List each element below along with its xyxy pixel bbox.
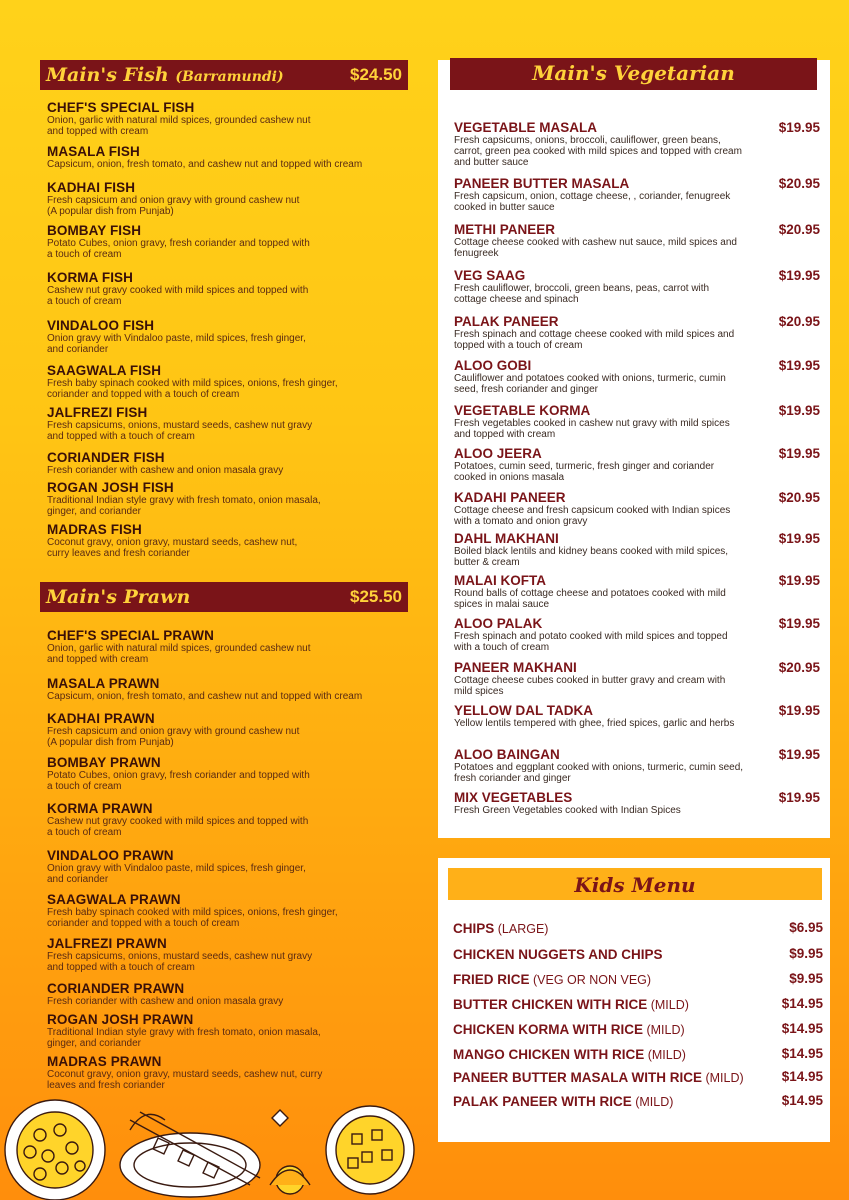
item-description: Coconut gravy, onion gravy, mustard seeds, cashew nut, curry	[47, 1069, 323, 1080]
item-description: Traditional Indian style gravy with fresh tomato, onion masala,	[47, 1027, 321, 1038]
kids-section-title: Kids Menu	[574, 873, 696, 897]
item-description: a touch of cream	[47, 781, 122, 792]
item-name: PANEER BUTTER MASALA	[454, 176, 630, 191]
item-description: Fresh capsicum, onion, cottage cheese, , coriander, fenugreek cooked in butter sauce	[454, 191, 731, 213]
item-note: (MILD)	[702, 1071, 744, 1085]
kids-menu-item	[453, 996, 823, 1014]
item-price: $20.95	[778, 222, 820, 237]
vegetarian-banner	[450, 58, 817, 90]
item-price: $19.95	[778, 446, 820, 461]
kids-menu-item	[453, 946, 823, 964]
item-description: a touch of cream	[47, 249, 122, 260]
item-description: Onion, garlic with natural mild spices, grounded cashew nut	[47, 115, 311, 126]
item-price: $14.95	[781, 1093, 823, 1108]
item-price: $19.95	[778, 268, 820, 283]
item-name: YELLOW DAL TADKA	[454, 703, 593, 718]
item-description: and topped with a touch of cream	[47, 431, 195, 442]
vegetarian-menu-item	[454, 747, 824, 784]
fish-menu-item	[47, 270, 427, 307]
fish-menu-item	[47, 144, 427, 170]
item-price: $20.95	[778, 314, 820, 329]
item-name: CHEF'S SPECIAL FISH	[47, 100, 195, 115]
item-description: Fresh capsicums, onions, mustard seeds, cashew nut gravy	[47, 951, 313, 962]
prawn-section-title: Main's Prawn	[46, 586, 191, 608]
item-name: PANEER BUTTER MASALA WITH RICE	[453, 1070, 702, 1085]
item-description: Fresh baby spinach cooked with mild spices, onions, fresh ginger,	[47, 907, 338, 918]
item-description: ginger, and coriander	[47, 506, 141, 517]
item-description: Capsicum, onion, fresh tomato, and cashew nut and topped with cream	[47, 691, 363, 702]
item-name: CHEF'S SPECIAL PRAWN	[47, 628, 214, 643]
item-description: coriander and topped with a touch of cream	[47, 389, 240, 400]
item-name: ALOO GOBI	[454, 358, 532, 373]
item-price: $19.95	[778, 747, 820, 762]
item-description: Potato Cubes, onion gravy, fresh coriander and topped with	[47, 770, 310, 781]
fish-section-title: Main's Fish (Barramundi)	[46, 64, 284, 86]
prawn-menu-item	[47, 755, 427, 792]
item-name: KORMA PRAWN	[47, 801, 153, 816]
vegetarian-menu-item	[454, 268, 824, 305]
item-note: (LARGE)	[494, 922, 549, 936]
item-description: Yellow lentils tempered with ghee, fried spices, garlic and herbs	[454, 718, 735, 729]
item-description: (A popular dish from Punjab)	[47, 737, 174, 748]
vegetarian-menu-item	[454, 490, 824, 527]
prawn-menu-item	[47, 1012, 427, 1049]
item-description: and coriander	[47, 874, 109, 885]
item-name: PALAK PANEER	[454, 314, 559, 329]
item-name: JALFREZI PRAWN	[47, 936, 167, 951]
item-description: Fresh vegetables cooked in cashew nut gravy with mild spices and topped with cream	[454, 418, 730, 440]
item-name: DAHL MAKHANI	[454, 531, 559, 546]
vegetarian-menu-item	[454, 790, 824, 816]
item-description: Potatoes, cumin seed, turmeric, fresh ginger and coriander cooked in onions masala	[454, 461, 715, 483]
item-description: (A popular dish from Punjab)	[47, 206, 174, 217]
item-description: Onion gravy with Vindaloo paste, mild spices, fresh ginger,	[47, 333, 306, 344]
item-name: MIX VEGETABLES	[454, 790, 573, 805]
item-price: $14.95	[781, 1021, 823, 1036]
item-price: $19.95	[778, 403, 820, 418]
item-name: CORIANDER FISH	[47, 450, 165, 465]
item-note: (VEG OR NON VEG)	[529, 973, 652, 987]
vegetarian-menu-item	[454, 222, 824, 259]
item-description: Fresh cauliflower, broccoli, green beans, peas, carrot with cottage cheese and spinach	[454, 283, 710, 305]
item-description: Cottage cheese cooked with cashew nut sauce, mild spices and fenugreek	[454, 237, 737, 259]
prawn-menu-item	[47, 892, 427, 929]
vegetarian-menu-item	[454, 314, 824, 351]
item-price: $9.95	[789, 971, 823, 986]
item-description: Fresh capsicum and onion gravy with ground cashew nut	[47, 726, 300, 737]
item-price: $19.95	[778, 790, 820, 805]
item-price: $19.95	[778, 573, 820, 588]
fish-menu-item	[47, 405, 427, 442]
item-description: Fresh capsicum and onion gravy with ground cashew nut	[47, 195, 300, 206]
item-description: Potato Cubes, onion gravy, fresh coriander and topped with	[47, 238, 310, 249]
item-description: Fresh coriander with cashew and onion masala gravy	[47, 465, 284, 476]
fish-menu-item	[47, 180, 427, 217]
item-description: Onion gravy with Vindaloo paste, mild spices, fresh ginger,	[47, 863, 306, 874]
kids-banner	[448, 868, 822, 900]
item-price: $20.95	[778, 660, 820, 675]
vegetarian-menu-item	[454, 660, 824, 697]
item-price: $14.95	[781, 1069, 823, 1084]
item-name: CHIPS	[453, 921, 495, 936]
item-name: VEG SAAG	[454, 268, 526, 283]
prawn-menu-item	[47, 848, 427, 885]
item-name: BOMBAY PRAWN	[47, 755, 161, 770]
item-description: coriander and topped with a touch of cream	[47, 918, 240, 929]
item-name: SAAGWALA FISH	[47, 363, 162, 378]
item-name: MASALA FISH	[47, 144, 140, 159]
item-name: FRIED RICE	[453, 972, 530, 987]
item-price: $9.95	[789, 946, 823, 961]
item-price: $19.95	[778, 358, 820, 373]
item-description: Round balls of cottage cheese and potatoes cooked with mild spices in malai sauce	[454, 588, 726, 610]
item-price: $14.95	[781, 1046, 823, 1061]
kids-menu-item	[453, 1069, 823, 1087]
item-description: ginger, and coriander	[47, 1038, 141, 1049]
item-name: SAAGWALA PRAWN	[47, 892, 181, 907]
item-note: (MILD)	[647, 998, 689, 1012]
vegetarian-menu-item	[454, 573, 824, 610]
item-price: $19.95	[778, 616, 820, 631]
item-description: Capsicum, onion, fresh tomato, and cashew nut and topped with cream	[47, 159, 363, 170]
item-description: Fresh capsicums, onions, mustard seeds, cashew nut gravy	[47, 420, 313, 431]
item-name: ROGAN JOSH FISH	[47, 480, 174, 495]
item-price: $19.95	[778, 120, 820, 135]
kids-menu-item	[453, 1046, 823, 1064]
kids-menu-item	[453, 1021, 823, 1039]
fish-menu-item	[47, 100, 427, 137]
kids-menu-item	[453, 920, 823, 938]
item-description: Cashew nut gravy cooked with mild spices and topped with	[47, 816, 309, 827]
kids-menu-item	[453, 1093, 823, 1111]
vegetarian-menu-item	[454, 703, 824, 729]
item-description: Fresh capsicums, onions, broccoli, cauliflower, green beans, carrot, green pea cooked with mild spices and topped with cream and butter sauce	[454, 135, 742, 168]
item-description: Potatoes and eggplant cooked with onions, turmeric, cumin seed, fresh coriander and ginger	[454, 762, 744, 784]
item-name: MADRAS PRAWN	[47, 1054, 162, 1069]
item-note: (MILD)	[643, 1023, 685, 1037]
item-description: Cottage cheese and fresh capsicum cooked with Indian spices with a tomato and onion gravy	[454, 505, 731, 527]
prawn-section-price: $25.50	[350, 587, 402, 606]
item-name: PALAK PANEER WITH RICE	[453, 1094, 632, 1109]
prawn-menu-item	[47, 1054, 427, 1091]
item-price: $20.95	[778, 176, 820, 191]
item-name: KORMA FISH	[47, 270, 133, 285]
kids-menu-item	[453, 971, 823, 989]
item-name: MADRAS FISH	[47, 522, 142, 537]
item-description: Fresh baby spinach cooked with mild spices, onions, fresh ginger,	[47, 378, 338, 389]
item-name: VINDALOO PRAWN	[47, 848, 174, 863]
item-description: and coriander	[47, 344, 109, 355]
item-name: MALAI KOFTA	[454, 573, 546, 588]
prawn-menu-item	[47, 801, 427, 838]
item-name: JALFREZI FISH	[47, 405, 148, 420]
item-description: and topped with cream	[47, 126, 149, 137]
item-name: KADHAI FISH	[47, 180, 136, 195]
item-description: leaves and fresh coriander	[47, 1080, 165, 1091]
item-name: MASALA PRAWN	[47, 676, 160, 691]
item-name: CHICKEN KORMA WITH RICE	[453, 1022, 643, 1037]
item-price: $14.95	[781, 996, 823, 1011]
item-name: BUTTER CHICKEN WITH RICE	[453, 997, 648, 1012]
item-description: Cauliflower and potatoes cooked with onions, turmeric, cumin seed, fresh coriander and ginger	[454, 373, 726, 395]
item-description: Cottage cheese cubes cooked in butter gravy and cream with mild spices	[454, 675, 726, 697]
item-name: VINDALOO FISH	[47, 318, 155, 333]
item-description: Fresh coriander with cashew and onion masala gravy	[47, 996, 284, 1007]
item-description: Cashew nut gravy cooked with mild spices and topped with	[47, 285, 309, 296]
item-name: VEGETABLE MASALA	[454, 120, 598, 135]
item-name: ALOO PALAK	[454, 616, 543, 631]
item-description: and topped with a touch of cream	[47, 962, 195, 973]
item-price: $19.95	[778, 531, 820, 546]
fish-menu-item	[47, 318, 427, 355]
item-description: curry leaves and fresh coriander	[47, 548, 190, 559]
fish-menu-item	[47, 522, 427, 559]
item-name: VEGETABLE KORMA	[454, 403, 591, 418]
item-name: BOMBAY FISH	[47, 223, 142, 238]
item-description: a touch of cream	[47, 827, 122, 838]
item-name: CHICKEN NUGGETS AND CHIPS	[453, 947, 663, 962]
item-name: CORIANDER PRAWN	[47, 981, 185, 996]
item-price: $20.95	[778, 490, 820, 505]
fish-banner	[40, 60, 408, 90]
fish-menu-item	[47, 223, 427, 260]
item-description: Fresh spinach and cottage cheese cooked with mild spices and topped with a touch of cream	[454, 329, 735, 351]
item-description: Coconut gravy, onion gravy, mustard seeds, cashew nut,	[47, 537, 298, 548]
vegetarian-menu-item	[454, 403, 824, 440]
item-price: $6.95	[789, 920, 823, 935]
item-name: MANGO CHICKEN WITH RICE	[453, 1047, 645, 1062]
vegetarian-menu-item	[454, 358, 824, 395]
item-description: Traditional Indian style gravy with fresh tomato, onion masala,	[47, 495, 321, 506]
item-description: Fresh spinach and potato cooked with mild spices and topped with a touch of cream	[454, 631, 728, 653]
fish-menu-item	[47, 363, 427, 400]
item-name: KADHAI PRAWN	[47, 711, 155, 726]
item-description: and topped with cream	[47, 654, 149, 665]
vegetarian-section-title: Main's Vegetarian	[532, 61, 735, 85]
prawn-menu-item	[47, 981, 427, 1007]
item-description: Onion, garlic with natural mild spices, grounded cashew nut	[47, 643, 311, 654]
item-name: PANEER MAKHANI	[454, 660, 577, 675]
item-name: KADAHI PANEER	[454, 490, 566, 505]
fish-section-price: $24.50	[350, 65, 402, 84]
item-price: $19.95	[778, 703, 820, 718]
food-illustration	[0, 1090, 420, 1200]
item-note: (MILD)	[644, 1048, 686, 1062]
fish-menu-item	[47, 450, 427, 476]
item-description: Boiled black lentils and kidney beans cooked with mild spices, butter & cream	[454, 546, 729, 568]
item-name: ALOO BAINGAN	[454, 747, 560, 762]
vegetarian-menu-item	[454, 446, 824, 483]
item-name: METHI PANEER	[454, 222, 556, 237]
prawn-menu-item	[47, 628, 427, 665]
prawn-banner	[40, 582, 408, 612]
prawn-menu-item	[47, 676, 427, 702]
item-description: a touch of cream	[47, 296, 122, 307]
vegetarian-menu-item	[454, 176, 824, 213]
vegetarian-menu-item	[454, 120, 824, 168]
fish-menu-item	[47, 480, 427, 517]
vegetarian-menu-item	[454, 531, 824, 568]
item-description: Fresh Green Vegetables cooked with Indian Spices	[454, 805, 681, 816]
prawn-menu-item	[47, 936, 427, 973]
item-note: (MILD)	[631, 1095, 674, 1109]
prawn-menu-item	[47, 711, 427, 748]
item-name: ROGAN JOSH PRAWN	[47, 1012, 194, 1027]
item-name: ALOO JEERA	[454, 446, 542, 461]
vegetarian-menu-item	[454, 616, 824, 653]
